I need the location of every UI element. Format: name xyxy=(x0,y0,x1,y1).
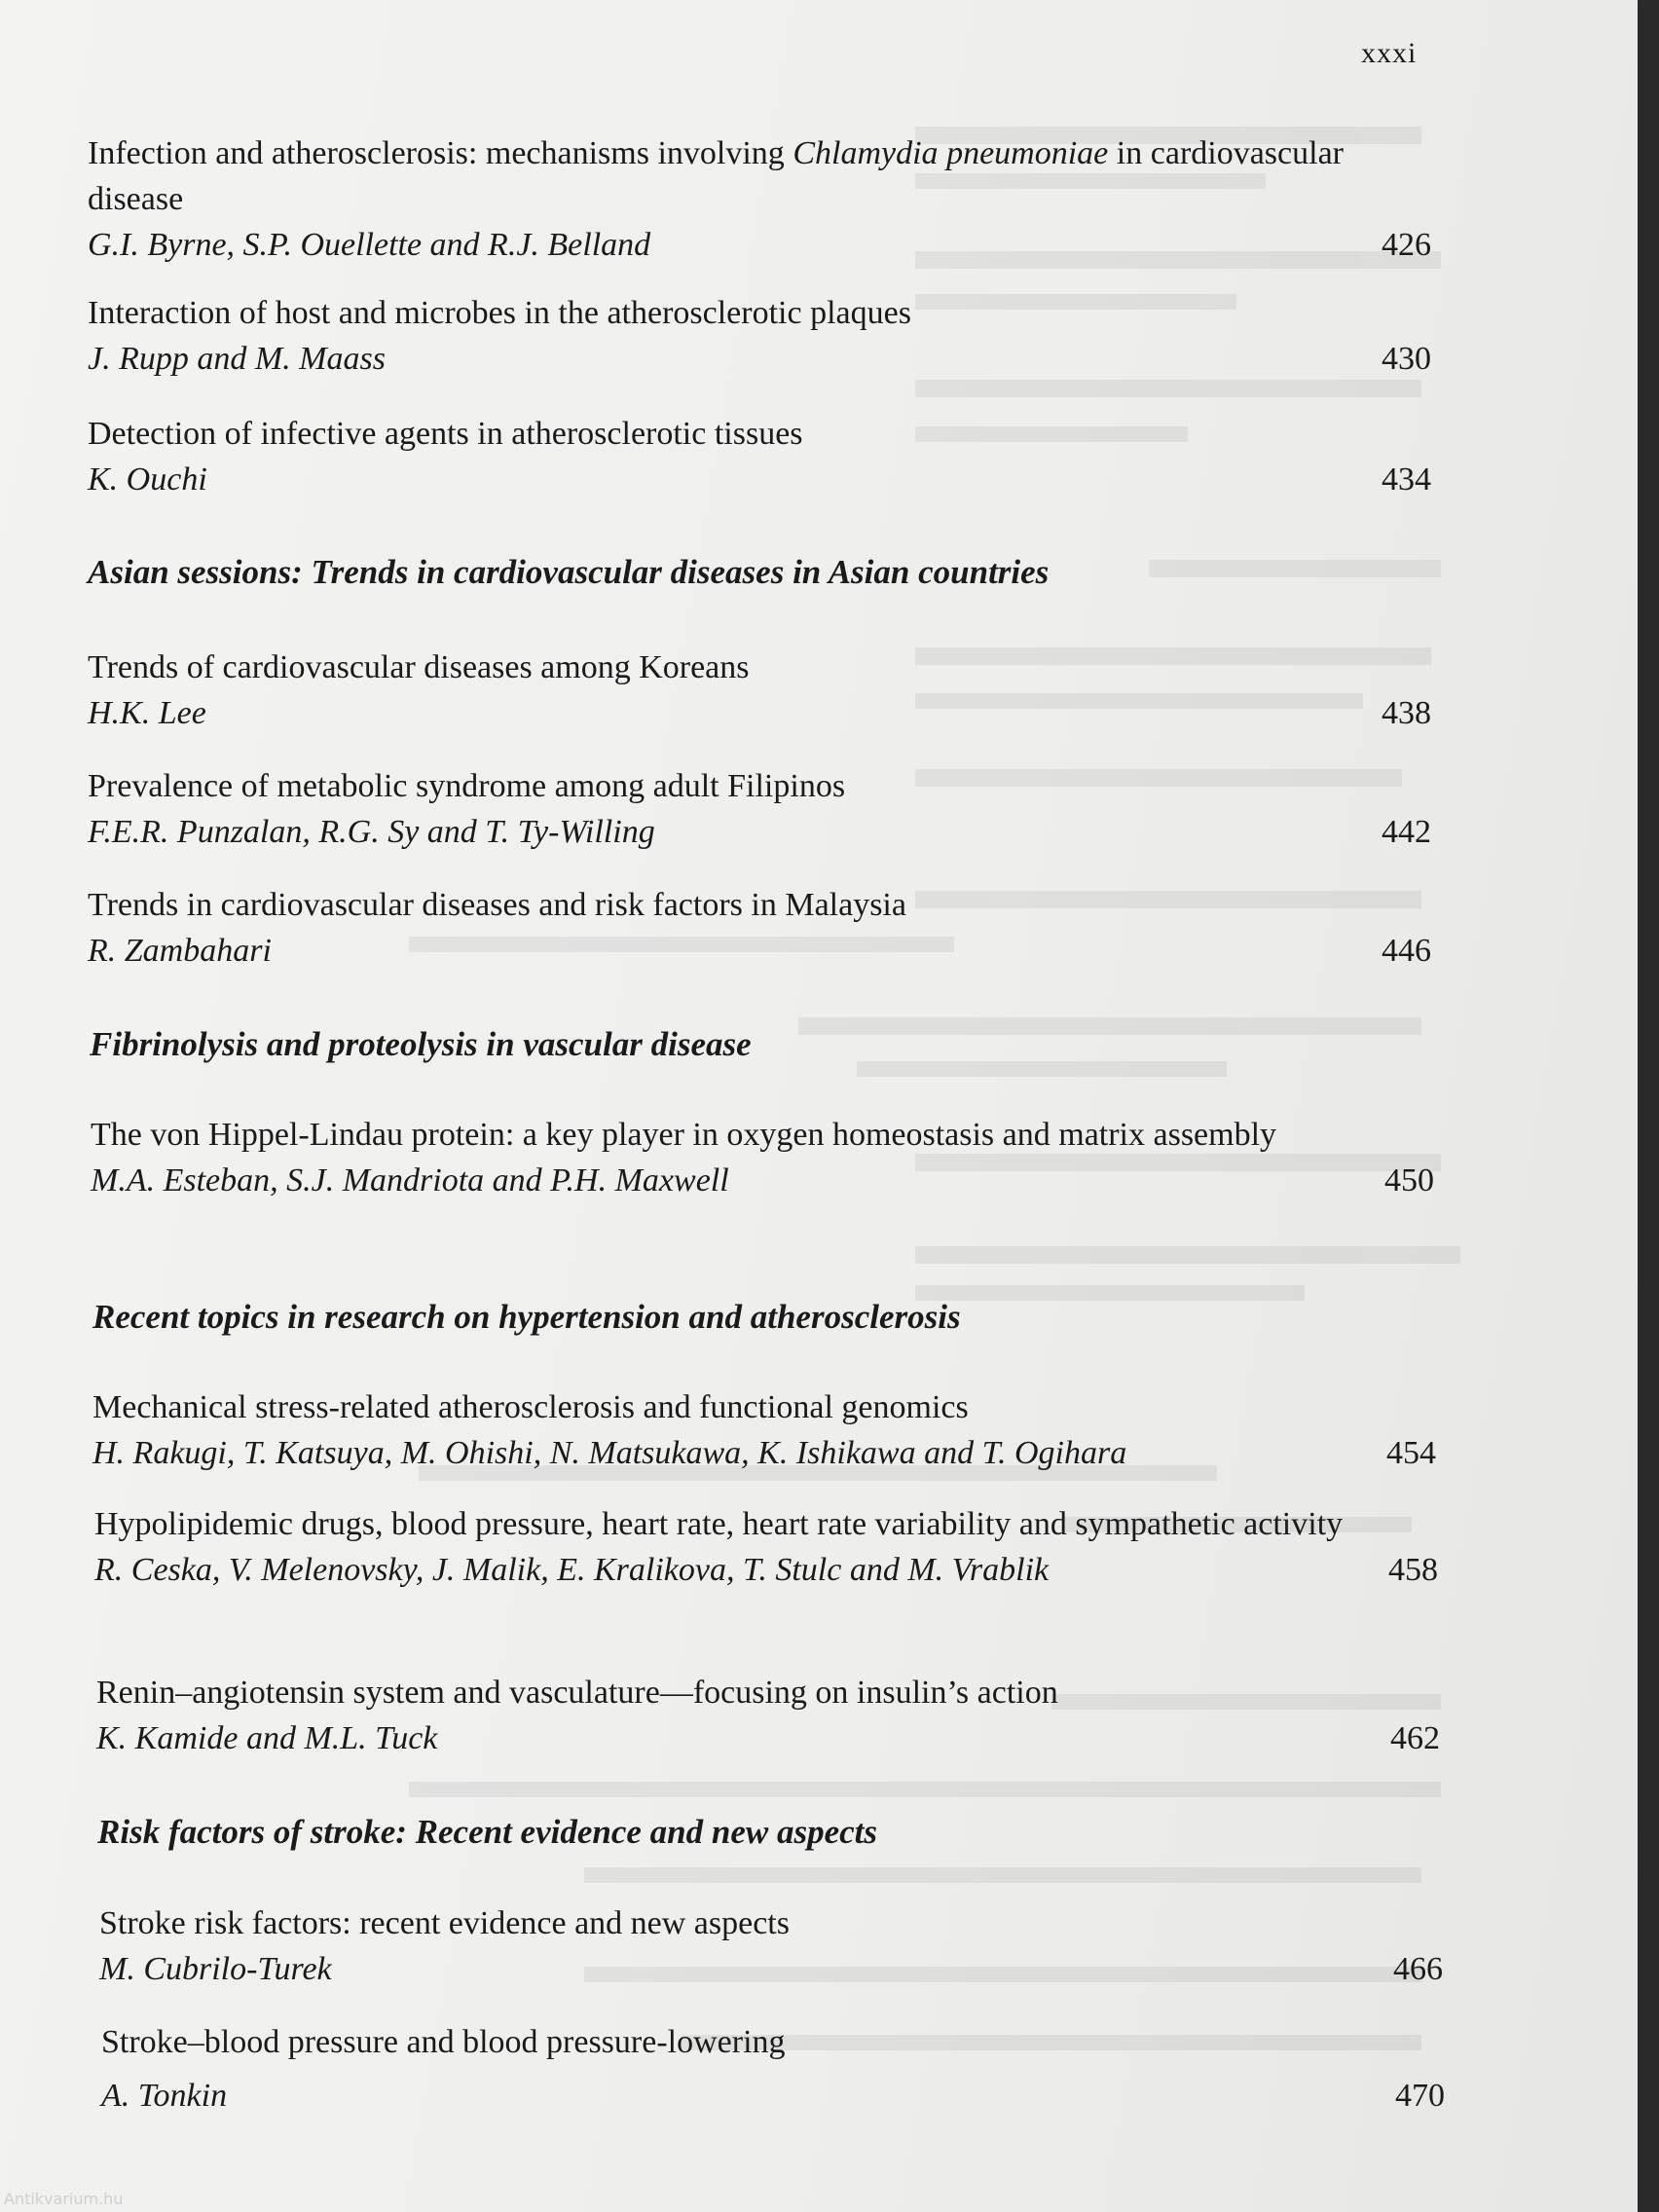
entry-title-italic: Chlamydia pneumoniae xyxy=(793,135,1109,171)
entry-title: Detection of infective agents in atherosclerotic tissues xyxy=(88,416,803,452)
entry-title: Prevalence of metabolic syndrome among adult Filipinos xyxy=(88,768,846,804)
toc-entry[interactable] xyxy=(94,1501,1438,1593)
entry-title: Infection and atherosclerosis: mechanisms involving Chlamydia pneumoniae in cardiovascular disease xyxy=(88,135,1344,217)
entry-page-number: 462 xyxy=(1390,1720,1440,1756)
entry-page-number: 466 xyxy=(1393,1951,1443,1987)
entry-title: Hypolipidemic drugs, blood pressure, heart rate, heart rate variability and sympathetic activity xyxy=(94,1506,1344,1542)
entry-title: Renin–angiotensin system and vasculature—focusing on insulin’s action xyxy=(96,1675,1058,1711)
entry-page-number: 434 xyxy=(1382,461,1431,498)
entry-authors: A. Tonkin xyxy=(101,2078,228,2114)
watermark: Antikvarium.hu xyxy=(4,2190,124,2208)
toc-entry[interactable] xyxy=(101,2019,1445,2119)
toc-entry[interactable] xyxy=(99,1900,1443,1992)
toc-entry[interactable] xyxy=(88,411,1431,502)
toc-entry[interactable] xyxy=(88,290,1431,382)
entry-title: The von Hippel-Lindau protein: a key player in oxygen homeostasis and matrix assembly xyxy=(91,1117,1277,1153)
entry-page-number: 442 xyxy=(1382,814,1431,850)
entry-page-number: 426 xyxy=(1382,227,1431,263)
toc-entry[interactable] xyxy=(92,1384,1436,1476)
entry-authors: R. Zambahari xyxy=(88,933,272,969)
section-heading: Asian sessions: Trends in cardiovascular diseases in Asian countries xyxy=(88,553,1050,591)
section-heading: Recent topics in research on hypertension and atherosclerosis xyxy=(92,1298,961,1336)
toc-entry[interactable] xyxy=(88,763,1431,855)
entry-title: Trends in cardiovascular diseases and risk factors in Malaysia xyxy=(88,887,906,923)
entry-page-number: 430 xyxy=(1382,341,1431,377)
entry-title: Interaction of host and microbes in the atherosclerotic plaques xyxy=(88,295,911,331)
entry-authors: K. Kamide and M.L. Tuck xyxy=(96,1720,438,1756)
entry-authors: H. Rakugi, T. Katsuya, M. Ohishi, N. Matsukawa, K. Ishikawa and T. Ogihara xyxy=(92,1435,1127,1471)
entry-authors: K. Ouchi xyxy=(88,461,207,498)
toc-entry[interactable] xyxy=(91,1112,1434,1203)
toc-entry[interactable] xyxy=(96,1670,1440,1761)
entry-authors: M.A. Esteban, S.J. Mandriota and P.H. Maxwell xyxy=(91,1162,729,1198)
entry-title: Stroke risk factors: recent evidence and new aspects xyxy=(99,1905,790,1941)
entry-page-number: 438 xyxy=(1382,695,1431,731)
toc-entry[interactable] xyxy=(88,882,1431,974)
entry-page-number: 458 xyxy=(1388,1552,1438,1588)
toc-entry[interactable] xyxy=(88,645,1431,736)
entry-page-number: 450 xyxy=(1384,1162,1434,1198)
entry-authors: G.I. Byrne, S.P. Ouellette and R.J. Belland xyxy=(88,227,651,263)
entry-authors: F.E.R. Punzalan, R.G. Sy and T. Ty-Willing xyxy=(88,814,655,850)
entry-title: Mechanical stress-related atherosclerosis and functional genomics xyxy=(92,1389,969,1425)
section-heading: Risk factors of stroke: Recent evidence and new aspects xyxy=(97,1813,878,1851)
toc-entry[interactable] xyxy=(88,130,1431,268)
entry-authors: J. Rupp and M. Maass xyxy=(88,341,386,377)
entry-authors: M. Cubrilo-Turek xyxy=(99,1951,332,1987)
section-heading: Fibrinolysis and proteolysis in vascular disease xyxy=(90,1025,752,1063)
entry-title: Trends of cardiovascular diseases among Koreans xyxy=(88,649,750,685)
entry-title: Stroke–blood pressure and blood pressure-lowering xyxy=(101,2024,786,2060)
entry-page-number: 446 xyxy=(1382,933,1431,969)
entry-page-number: 470 xyxy=(1395,2078,1445,2114)
page-number: xxxi xyxy=(1361,37,1418,69)
entry-authors: R. Ceska, V. Melenovsky, J. Malik, E. Kralikova, T. Stulc and M. Vrablik xyxy=(94,1552,1050,1588)
entry-authors: H.K. Lee xyxy=(88,695,206,731)
entry-page-number: 454 xyxy=(1386,1435,1436,1471)
